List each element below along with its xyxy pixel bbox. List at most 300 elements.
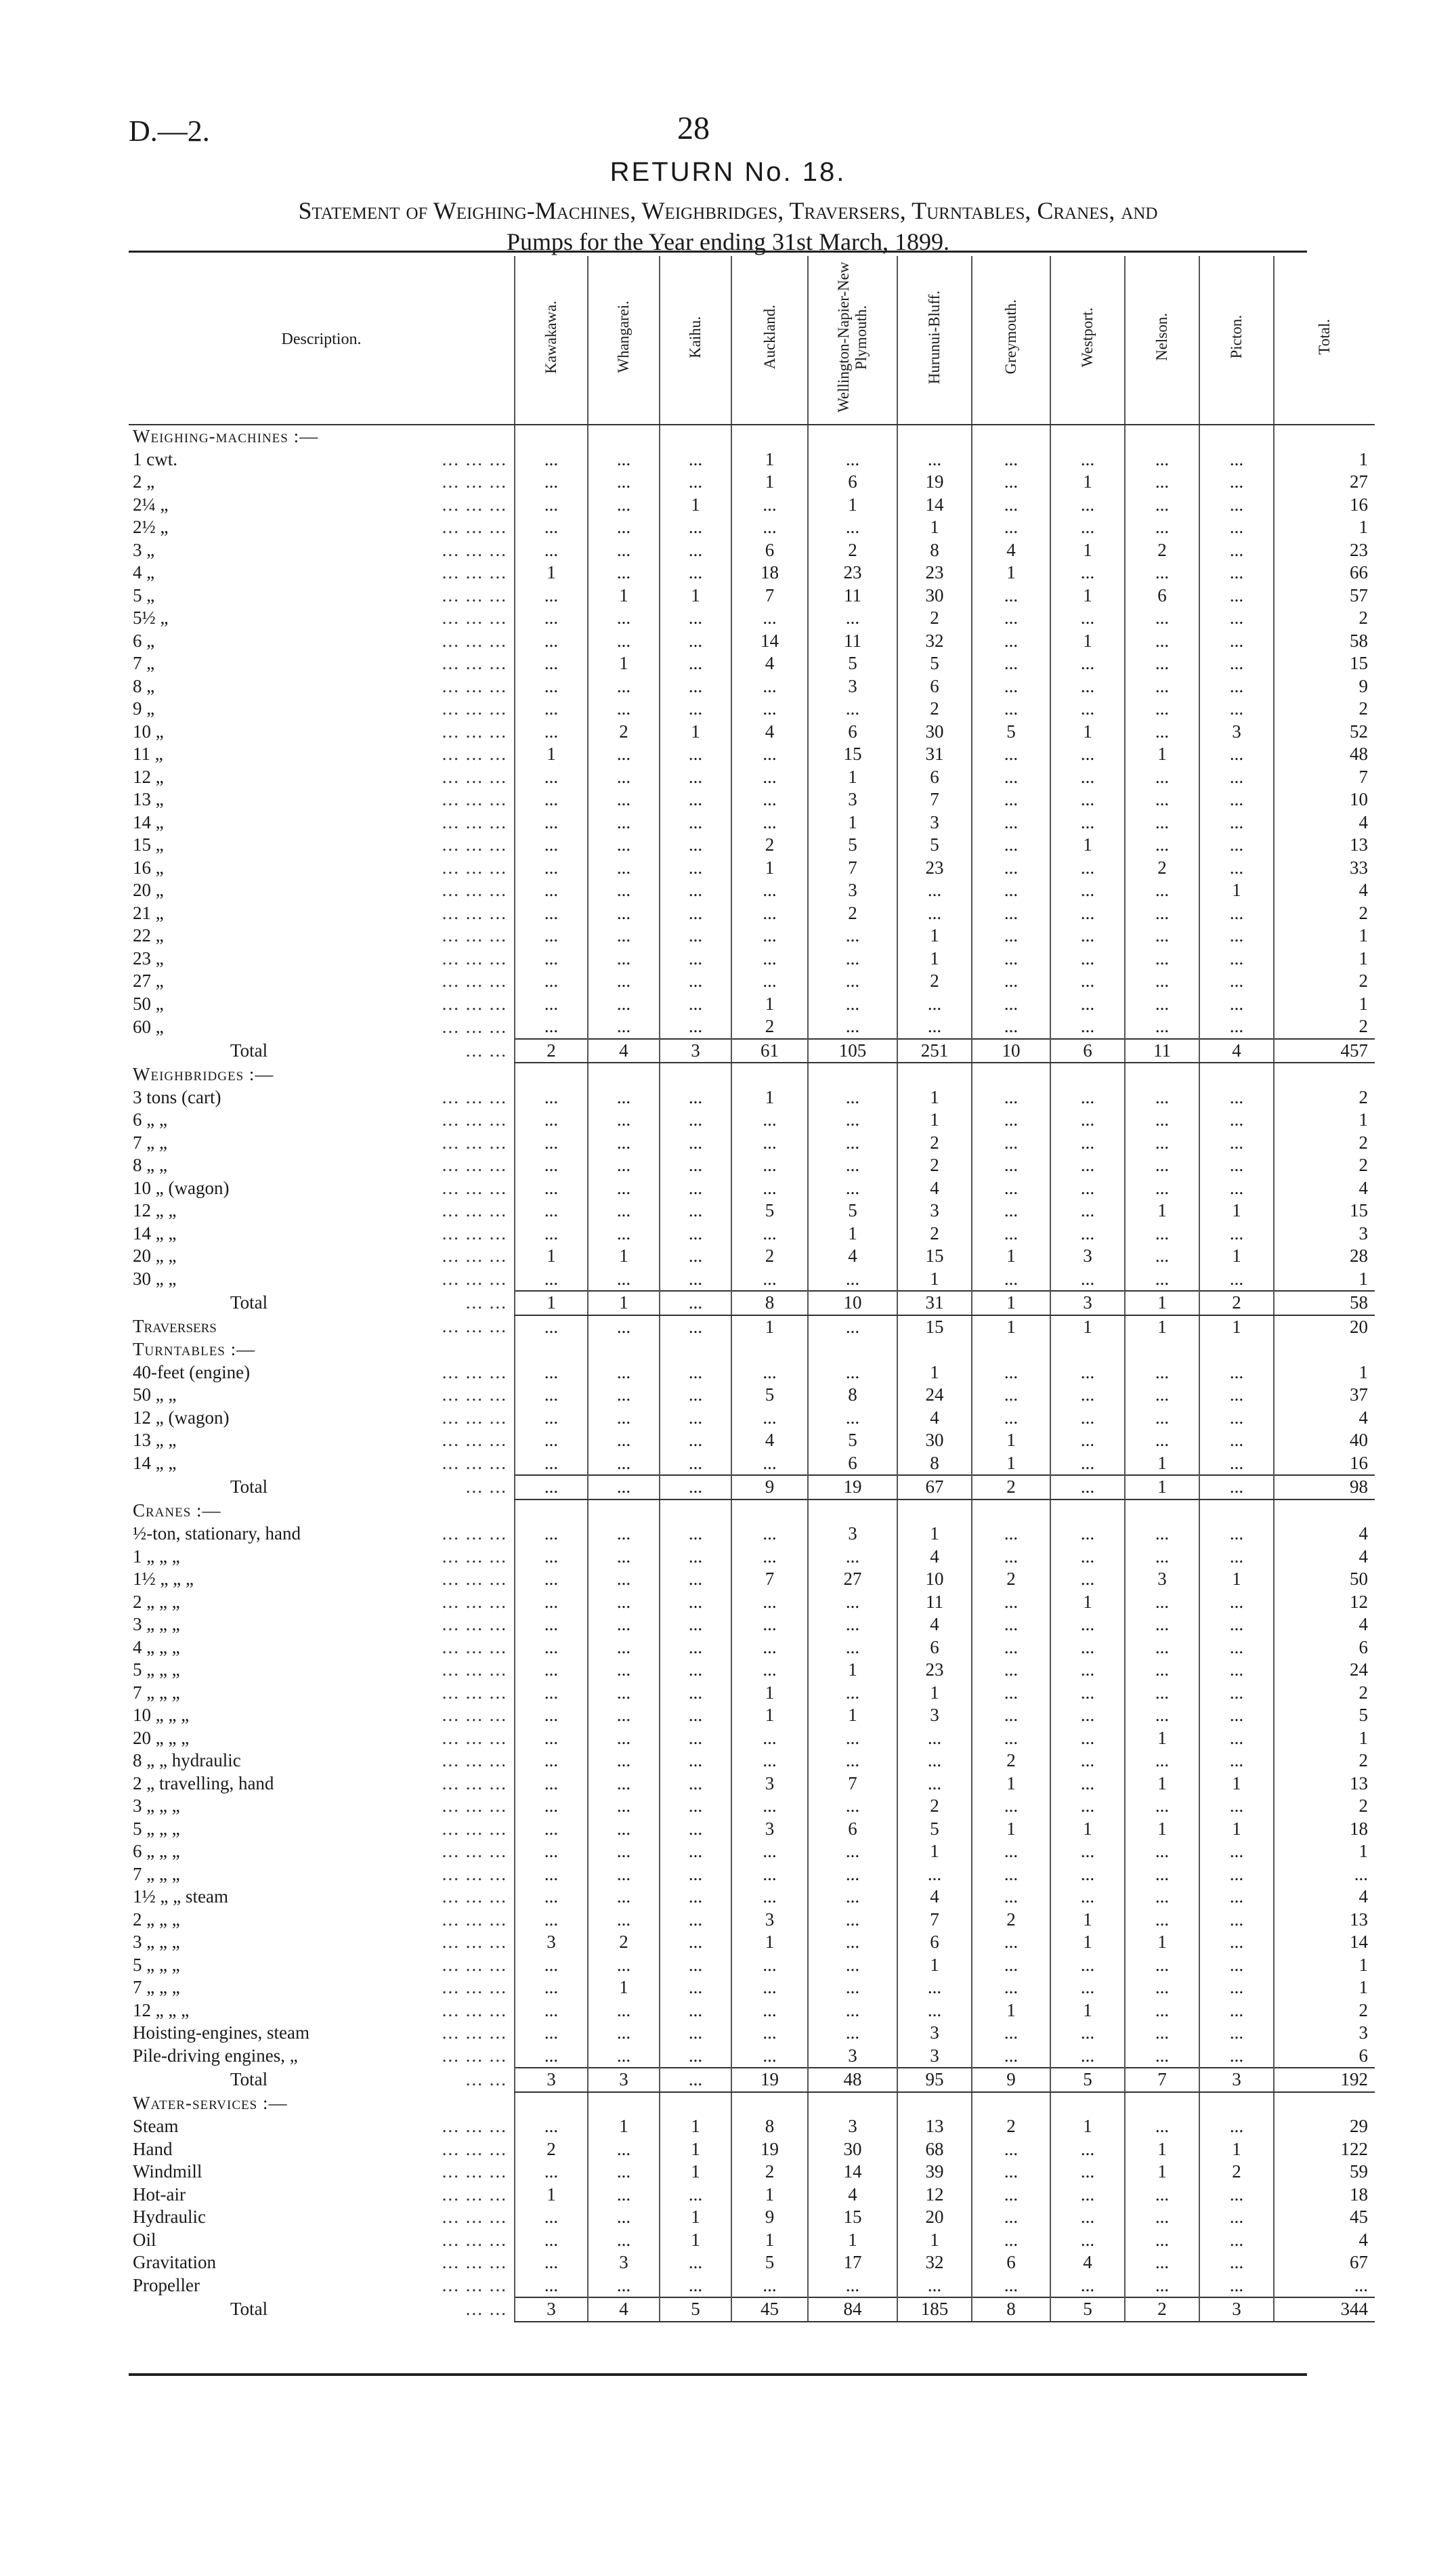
statement-table: [129, 256, 1375, 2322]
row-description: [129, 607, 515, 630]
value-cell: ...: [1125, 788, 1199, 811]
table-row: [129, 2274, 1375, 2298]
value-cell: ...: [588, 1954, 660, 1977]
row-total-cell: 1: [1274, 1840, 1375, 1863]
value-cell: ...: [1050, 1475, 1125, 1500]
leader-dots: ... ... ...: [442, 1886, 507, 1907]
value-cell: ...: [731, 1546, 808, 1569]
value-cell: ...: [1199, 2251, 1274, 2274]
row-total-cell: ...: [1274, 1863, 1375, 1886]
value-cell: 1: [1050, 539, 1125, 562]
value-cell: 9: [731, 2206, 808, 2229]
row-description: [129, 948, 515, 971]
empty-cell: [515, 1063, 588, 1086]
row-label: 20 „ „: [133, 1246, 177, 1266]
value-cell: ...: [515, 471, 588, 494]
value-cell: 31: [897, 743, 972, 766]
empty-cell: [1274, 425, 1375, 448]
value-cell: ...: [1050, 561, 1125, 584]
value-cell: ...: [731, 494, 808, 517]
value-cell: 2: [515, 2138, 588, 2161]
table-row: [129, 970, 1375, 993]
value-cell: 1: [808, 2229, 897, 2252]
value-cell: 2: [515, 1039, 588, 1063]
row-label: 23 „: [133, 948, 164, 969]
row-total-cell: 67: [1274, 2251, 1375, 2274]
row-description: [129, 584, 515, 608]
value-cell: ...: [808, 924, 897, 948]
leader-dots: ... ... ...: [442, 1614, 507, 1634]
column-header-hurunui-bluff: Hurunui-Bluff.: [897, 256, 972, 425]
value-cell: 1: [897, 1954, 972, 1977]
value-cell: ...: [660, 1727, 731, 1750]
value-cell: 6: [897, 675, 972, 698]
value-cell: 3: [1199, 2068, 1274, 2092]
value-cell: ...: [808, 1954, 897, 1977]
value-cell: ...: [588, 1840, 660, 1863]
value-cell: ...: [1199, 1886, 1274, 1909]
value-cell: 32: [897, 2251, 972, 2274]
value-cell: ...: [1050, 857, 1125, 880]
value-cell: 2: [897, 1154, 972, 1177]
leader-dots: ... ... ...: [442, 584, 507, 605]
value-cell: ...: [972, 1109, 1050, 1132]
value-cell: ...: [1050, 1015, 1125, 1039]
value-cell: ...: [972, 2161, 1050, 2184]
value-cell: ...: [1050, 2206, 1125, 2229]
table-row: [129, 1407, 1375, 1430]
value-cell: 6: [897, 766, 972, 789]
row-total-cell: 4: [1274, 2229, 1375, 2252]
table-row: [129, 471, 1375, 494]
value-cell: ...: [897, 1863, 972, 1886]
total-label: [129, 2297, 515, 2322]
value-cell: ...: [660, 1613, 731, 1636]
value-cell: 3: [897, 2045, 972, 2068]
table-row: [129, 993, 1375, 1016]
row-label: 6 „ „: [133, 1109, 167, 1130]
value-cell: 5: [731, 1384, 808, 1407]
value-cell: 1: [588, 584, 660, 608]
row-description: [129, 1591, 515, 1614]
value-cell: ...: [1199, 1976, 1274, 1999]
value-cell: ...: [1199, 1704, 1274, 1727]
value-cell: 1: [660, 2161, 731, 2184]
value-cell: ...: [808, 1132, 897, 1155]
value-cell: 1: [588, 2115, 660, 2138]
value-cell: ...: [731, 879, 808, 902]
total-row: [129, 1039, 1375, 1063]
leader-dots: ... ... ...: [442, 630, 507, 651]
table-row: [129, 1384, 1375, 1407]
value-cell: 3: [897, 811, 972, 834]
value-cell: ...: [515, 924, 588, 948]
value-cell: 1: [660, 584, 731, 608]
row-label: Windmill: [133, 2161, 202, 2182]
leader-dots: ... ... ...: [442, 789, 507, 809]
row-label: 14 „: [133, 811, 164, 832]
value-cell: 1: [1125, 1931, 1199, 1954]
value-cell: 7: [808, 1772, 897, 1795]
value-cell: ...: [1050, 1727, 1125, 1750]
empty-cell: [1199, 1063, 1274, 1086]
row-description: [129, 630, 515, 653]
value-cell: ...: [972, 1015, 1050, 1039]
row-label: 3 tons (cart): [133, 1086, 221, 1107]
row-total-cell: 2: [1274, 1154, 1375, 1177]
value-cell: ...: [660, 1636, 731, 1659]
row-total-cell: 2: [1274, 1015, 1375, 1039]
row-description: [129, 1909, 515, 1932]
value-cell: ...: [588, 948, 660, 971]
value-cell: ...: [660, 539, 731, 562]
value-cell: ...: [972, 811, 1050, 834]
value-cell: ...: [1199, 494, 1274, 517]
leader-dots: ... ... ...: [442, 2045, 507, 2066]
value-cell: ...: [808, 1840, 897, 1863]
value-cell: ...: [1125, 2229, 1199, 2252]
value-cell: 2: [897, 1132, 972, 1155]
row-total-cell: 28: [1274, 1245, 1375, 1268]
row-label: 15 „: [133, 834, 164, 855]
value-cell: ...: [1199, 788, 1274, 811]
row-label: 27 „: [133, 971, 164, 991]
value-cell: ...: [972, 788, 1050, 811]
value-cell: ...: [588, 471, 660, 494]
value-cell: ...: [515, 1475, 588, 1500]
row-total-cell: 10: [1274, 788, 1375, 811]
value-cell: 1: [972, 1315, 1050, 1339]
value-cell: 30: [808, 2138, 897, 2161]
value-cell: ...: [972, 2045, 1050, 2068]
row-label: Total: [230, 1476, 268, 1497]
row-description: [129, 1015, 515, 1039]
empty-cell: [808, 1338, 897, 1361]
value-cell: ...: [972, 1132, 1050, 1155]
statement-line-2: Pumps for the Year ending 31st March, 1899.: [507, 228, 949, 255]
section-title: Cranes :—: [133, 1500, 221, 1520]
leader-dots: ... ... ...: [442, 1086, 507, 1107]
leader-dots: ... ... ...: [442, 902, 507, 923]
row-total-cell: 1: [1274, 516, 1375, 539]
leader-dots: ... ... ...: [442, 1361, 507, 1382]
value-cell: ...: [731, 1523, 808, 1546]
value-cell: ...: [515, 1086, 588, 1109]
leader-dots: ... ... ...: [442, 857, 507, 878]
value-cell: ...: [972, 494, 1050, 517]
value-cell: 2: [897, 698, 972, 721]
value-cell: 24: [897, 1384, 972, 1407]
value-cell: ...: [731, 1132, 808, 1155]
column-header-row: [129, 256, 1375, 425]
column-header-description: Description.: [129, 256, 515, 425]
value-cell: 1: [1050, 1931, 1125, 1954]
value-cell: ...: [515, 448, 588, 471]
value-cell: ...: [972, 1954, 1050, 1977]
table-row: [129, 1015, 1375, 1039]
value-cell: 1: [808, 1222, 897, 1246]
value-cell: ...: [897, 2274, 972, 2298]
value-cell: ...: [588, 1727, 660, 1750]
value-cell: 1: [897, 1361, 972, 1384]
value-cell: ...: [660, 1976, 731, 1999]
value-cell: ...: [588, 1523, 660, 1546]
value-cell: ...: [1125, 948, 1199, 971]
value-cell: ...: [972, 834, 1050, 857]
value-cell: ...: [515, 2229, 588, 2252]
table-row: [129, 1568, 1375, 1591]
value-cell: ...: [1199, 1086, 1274, 1109]
value-cell: ...: [588, 1546, 660, 1569]
row-label: 10 „: [133, 721, 164, 742]
value-cell: 3: [808, 879, 897, 902]
value-cell: ...: [1199, 2045, 1274, 2068]
value-cell: ...: [1125, 766, 1199, 789]
value-cell: 1: [731, 857, 808, 880]
value-cell: ...: [515, 1154, 588, 1177]
value-cell: 14: [731, 630, 808, 653]
row-label: 3 „ „ „: [133, 1932, 180, 1952]
value-cell: 67: [897, 1475, 972, 1500]
row-total-cell: 344: [1274, 2297, 1375, 2322]
value-cell: ...: [588, 2138, 660, 2161]
top-rule: [129, 251, 1307, 253]
table-row: [129, 1132, 1375, 1155]
row-total-cell: 27: [1274, 471, 1375, 494]
value-cell: ...: [515, 1407, 588, 1430]
row-description: [129, 1523, 515, 1546]
value-cell: 1: [1125, 1199, 1199, 1222]
value-cell: ...: [1199, 698, 1274, 721]
value-cell: ...: [660, 2274, 731, 2298]
table-row: [129, 630, 1375, 653]
table-row: [129, 948, 1375, 971]
row-label: 14 „ „: [133, 1222, 177, 1243]
value-cell: 95: [897, 2068, 972, 2092]
value-cell: ...: [660, 1704, 731, 1727]
value-cell: ...: [1125, 1222, 1199, 1246]
value-cell: ...: [1125, 1613, 1199, 1636]
column-header-total: Total.: [1274, 256, 1375, 425]
value-cell: ...: [1125, 471, 1199, 494]
value-cell: ...: [731, 1954, 808, 1977]
value-cell: ...: [660, 1245, 731, 1268]
value-cell: ...: [515, 1795, 588, 1818]
value-cell: ...: [660, 993, 731, 1016]
value-cell: ...: [972, 970, 1050, 993]
row-description: [129, 1546, 515, 1569]
leader-dots: ... ... ...: [442, 1132, 507, 1153]
row-description: [129, 516, 515, 539]
value-cell: 2: [808, 539, 897, 562]
value-cell: ...: [660, 1475, 731, 1500]
row-label: 20 „ „ „: [133, 1727, 190, 1748]
row-label: 5 „ „ „: [133, 1954, 180, 1975]
empty-cell: [1050, 1500, 1125, 1523]
row-total-cell: 13: [1274, 1772, 1375, 1795]
row-label: 20 „: [133, 880, 164, 900]
empty-cell: [660, 425, 731, 448]
value-cell: ...: [1199, 1015, 1274, 1039]
value-cell: ...: [588, 879, 660, 902]
value-cell: ...: [1125, 1591, 1199, 1614]
leader-dots: ... ... ...: [442, 494, 507, 515]
value-cell: 8: [897, 1452, 972, 1476]
value-cell: 5: [897, 834, 972, 857]
value-cell: 19: [731, 2068, 808, 2092]
empty-cell: [972, 2092, 1050, 2116]
value-cell: 6: [1050, 1039, 1125, 1063]
value-cell: ...: [588, 1154, 660, 1177]
value-cell: ...: [660, 2184, 731, 2207]
value-cell: ...: [660, 788, 731, 811]
value-cell: ...: [731, 1591, 808, 1614]
leader-dots: ... ... ...: [442, 1200, 507, 1220]
empty-cell: [660, 2092, 731, 2116]
value-cell: ...: [1050, 788, 1125, 811]
value-cell: ...: [660, 1886, 731, 1909]
value-cell: ...: [808, 1361, 897, 1384]
row-total-cell: 14: [1274, 1931, 1375, 1954]
value-cell: ...: [1199, 539, 1274, 562]
value-cell: ...: [588, 675, 660, 698]
value-cell: ...: [808, 1109, 897, 1132]
value-cell: 1: [1050, 471, 1125, 494]
row-total-cell: 29: [1274, 2115, 1375, 2138]
row-description: [129, 721, 515, 744]
row-description: [129, 1268, 515, 1292]
value-cell: 30: [897, 721, 972, 744]
table-row: [129, 516, 1375, 539]
row-label: 13 „: [133, 789, 164, 809]
value-cell: 3: [515, 2297, 588, 2322]
value-cell: ...: [897, 448, 972, 471]
leader-dots: ... ...: [465, 2299, 507, 2319]
value-cell: ...: [1050, 2161, 1125, 2184]
leader-dots: ... ... ...: [442, 1316, 507, 1336]
value-cell: ...: [808, 1407, 897, 1430]
value-cell: 11: [808, 630, 897, 653]
value-cell: 3: [588, 2251, 660, 2274]
value-cell: ...: [1050, 993, 1125, 1016]
row-total-cell: 457: [1274, 1039, 1375, 1063]
value-cell: ...: [1199, 857, 1274, 880]
value-cell: 1: [808, 766, 897, 789]
value-cell: 1: [972, 1452, 1050, 1476]
value-cell: ...: [1050, 2229, 1125, 2252]
row-total-cell: 6: [1274, 2045, 1375, 2068]
value-cell: ...: [1125, 1384, 1199, 1407]
value-cell: ...: [660, 948, 731, 971]
value-cell: ...: [808, 698, 897, 721]
table-row: [129, 1546, 1375, 1569]
row-label: Total: [230, 1292, 268, 1313]
value-cell: ...: [515, 652, 588, 675]
empty-cell: [897, 2092, 972, 2116]
value-cell: ...: [588, 2022, 660, 2045]
value-cell: 1: [1199, 1315, 1274, 1339]
table-row: [129, 1795, 1375, 1818]
value-cell: ...: [731, 1976, 808, 1999]
row-label: 2½ „: [133, 517, 169, 537]
table-row: [129, 1999, 1375, 2022]
value-cell: ...: [588, 1177, 660, 1200]
value-cell: ...: [808, 1177, 897, 1200]
value-cell: 1: [515, 1291, 588, 1315]
value-cell: 61: [731, 1039, 808, 1063]
row-label: 3 „ „ „: [133, 1795, 180, 1816]
value-cell: ...: [515, 2022, 588, 2045]
value-cell: ...: [808, 1636, 897, 1659]
value-cell: ...: [660, 1109, 731, 1132]
value-cell: ...: [588, 630, 660, 653]
value-cell: 7: [808, 857, 897, 880]
value-cell: ...: [808, 607, 897, 630]
total-row: [129, 1291, 1375, 1315]
value-cell: ...: [660, 1795, 731, 1818]
row-total-cell: 48: [1274, 743, 1375, 766]
value-cell: ...: [1050, 1704, 1125, 1727]
value-cell: ...: [1050, 1132, 1125, 1155]
value-cell: ...: [1125, 2045, 1199, 2068]
value-cell: ...: [515, 811, 588, 834]
value-cell: ...: [897, 902, 972, 925]
value-cell: ...: [588, 2206, 660, 2229]
empty-cell: [1274, 1338, 1375, 1361]
value-cell: ...: [1199, 2184, 1274, 2207]
value-cell: 3: [808, 1523, 897, 1546]
table-row: [129, 2022, 1375, 2045]
table-row: [129, 1976, 1375, 1999]
value-cell: 3: [1199, 721, 1274, 744]
value-cell: 1: [972, 1999, 1050, 2022]
row-total-cell: 1: [1274, 1268, 1375, 1292]
row-label: 12 „ „: [133, 1200, 177, 1220]
value-cell: 1: [1050, 1315, 1125, 1339]
value-cell: 12: [897, 2184, 972, 2207]
value-cell: ...: [1050, 1659, 1125, 1682]
value-cell: 1: [897, 924, 972, 948]
value-cell: ...: [660, 834, 731, 857]
table-row: [129, 652, 1375, 675]
value-cell: ...: [660, 1546, 731, 1569]
value-cell: ...: [515, 1132, 588, 1155]
empty-cell: [1125, 1500, 1199, 1523]
value-cell: 1: [588, 1245, 660, 1268]
row-description: [129, 1429, 515, 1452]
value-cell: 1: [1125, 1452, 1199, 1476]
value-cell: 1: [1125, 2138, 1199, 2161]
row-description: [129, 675, 515, 698]
leader-dots: ... ... ...: [442, 1750, 507, 1770]
table-body: [129, 256, 1375, 2322]
value-cell: 14: [897, 494, 972, 517]
value-cell: ...: [515, 1177, 588, 1200]
value-cell: ...: [731, 698, 808, 721]
empty-cell: [972, 1500, 1050, 1523]
value-cell: ...: [1199, 1384, 1274, 1407]
value-cell: 2: [731, 834, 808, 857]
value-cell: 1: [515, 561, 588, 584]
table-row: [129, 1931, 1375, 1954]
row-label: 12 „ „ „: [133, 1999, 190, 2020]
value-cell: ...: [660, 471, 731, 494]
value-cell: ...: [972, 1931, 1050, 1954]
value-cell: 4: [588, 1039, 660, 1063]
value-cell: ...: [588, 1863, 660, 1886]
leader-dots: ... ...: [465, 2069, 507, 2089]
row-description: [129, 1840, 515, 1863]
